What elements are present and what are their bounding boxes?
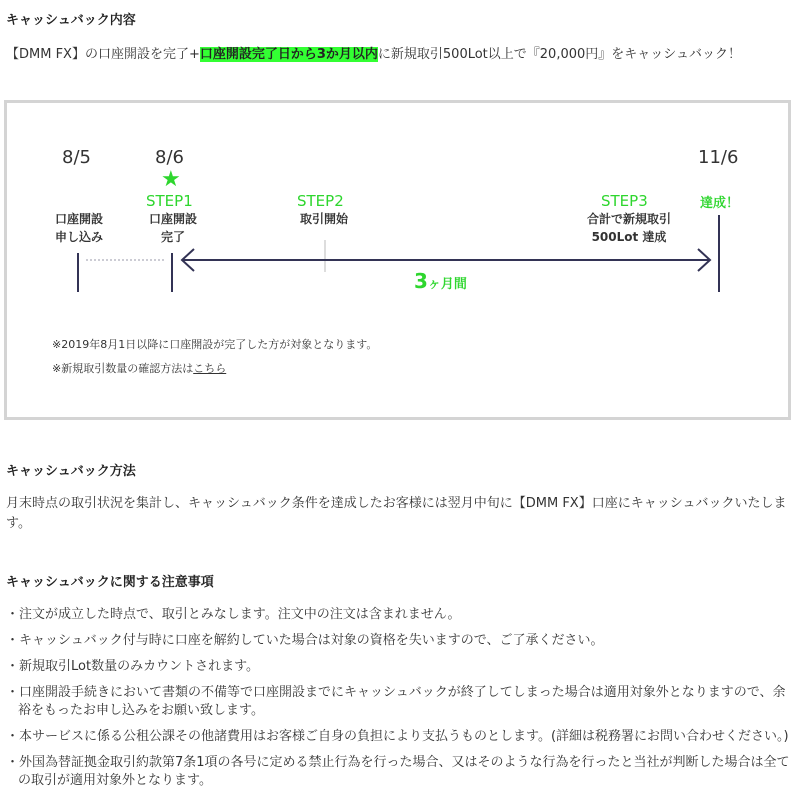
period-unit: ヶ月間 [427, 277, 467, 292]
cashback-content-heading: キャッシュバック内容 [6, 13, 136, 28]
label-goal-line2: 500Lot 達成 [591, 230, 667, 244]
list-item: ・キャッシュバック付与時に口座を解約していた場合は対象の資格を失いますので、ご了承ください。 [6, 633, 604, 648]
timeline-date-apply: 8/5 [62, 147, 91, 168]
notes-heading: キャッシュバックに関する注意事項 [6, 575, 214, 590]
cashback-method-heading: キャッシュバック方法 [6, 464, 136, 479]
list-item: ・新規取引Lot数量のみカウントされます。 [6, 659, 260, 674]
period-label [414, 269, 467, 293]
achieved-label: 達成！ [700, 196, 740, 211]
cashback-text-before: 【DMM FX】の口座開設を完了+ [6, 47, 200, 62]
timeline-note-1: ※2019年8月1日以降に口座開設が完了した方が対象となります。 [52, 338, 378, 351]
step3-label: STEP3 [601, 192, 648, 210]
list-item: ・外国為替証拠金取引約款第7条1項の各号に定める禁止行為を行った場合、又はそのような行為を行ったと当社が判断した場合は全ての取引が適用対象外となります。 [6, 755, 790, 788]
timeline-note-2 [52, 360, 226, 376]
list-item: ・注文が成立した時点で、取引とみなします。注文中の注文は含まれません。 [6, 607, 461, 622]
list-item: ・本サービスに係る公租公課その他諸費用はお客様ご自身の負担により支払うものとします。(詳細は税務署にお問い合わせください。) [6, 729, 789, 744]
cashback-text-highlight: 口座開設完了日から3か月以内 [199, 47, 378, 62]
label-open-line2: 完了 [160, 230, 185, 244]
confirm-method-link[interactable]: こちら [193, 362, 227, 375]
cashback-method-text: 月末時点の取引状況を集計し、キャッシュバック条件を達成したお客様には翌月中旬に【DMM FX】口座にキャッシュバックいたします。 [6, 496, 787, 531]
notes-list [6, 606, 794, 798]
label-apply-line1: 口座開設 [54, 212, 103, 226]
label-trade-line1: 取引開始 [299, 212, 348, 226]
label-goal-line1: 合計で新規取引 [586, 212, 671, 226]
step1-label: STEP1 [146, 192, 193, 210]
label-apply-line2: 申し込み [54, 230, 103, 244]
timeline-date-open: 8/6 [155, 147, 184, 168]
timeline-note-2-prefix: ※新規取引数量の確認方法は [52, 362, 194, 375]
cashback-text-after: に新規取引500Lot以上で『20,000円』をキャッシュバック！ [377, 47, 742, 62]
timeline-date-end: 11/6 [698, 147, 739, 168]
star-icon: ★ [161, 167, 181, 192]
period-number: 3 [414, 269, 428, 293]
step2-label: STEP2 [297, 192, 344, 210]
label-open-line1: 口座開設 [148, 212, 197, 226]
list-item: ・口座開設手続きにおいて書類の不備等で口座開設までにキャッシュバックが終了してしまった場合は適用対象外となりますので、余裕をもったお申し込みをお願い致します。 [6, 685, 786, 718]
